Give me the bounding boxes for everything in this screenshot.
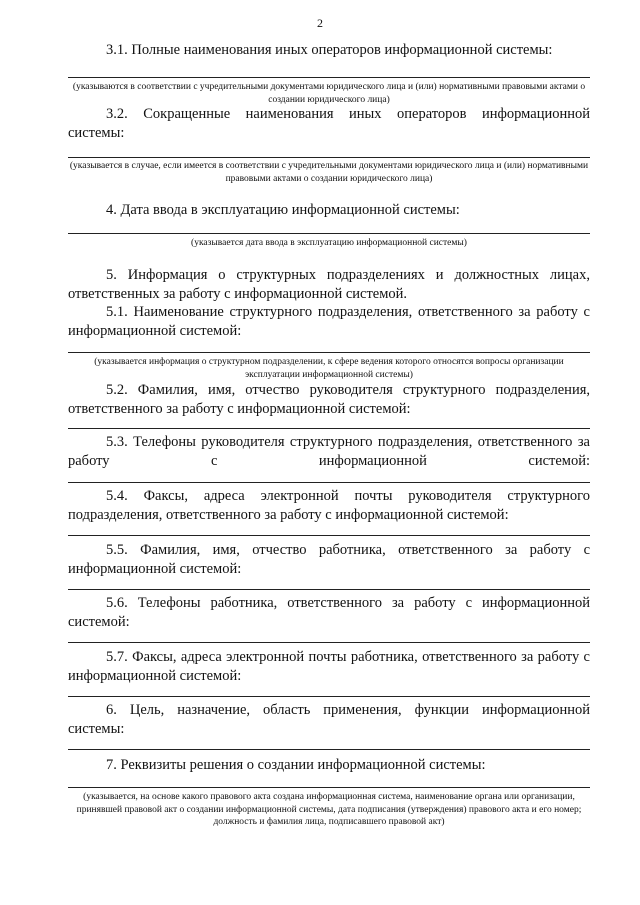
item-7-note: (указывается, на основе какого правового акта создана информационная система, наименование органа или организации, принявшей правовой акт о создании информационной системы, дата подписания (утверждения) правового акта и его номер; должность и фамилия лица, подписавшего правовой акт) — [76, 792, 582, 827]
item-7-text: 7. Реквизиты решения о создании информационной системы: — [106, 757, 486, 773]
item-5-2-fill-line — [68, 428, 590, 429]
item-6-text: 6. Цель, назначение, область применения, функции информационной системы: — [68, 702, 590, 737]
item-5-5-fill-line — [68, 589, 590, 590]
item-5-2-text: 5.2. Фамилия, имя, отчество руководителя структурного подразделения, ответственного за работу с информационной системой: — [68, 382, 590, 417]
item-5-1-fill-line — [68, 352, 590, 353]
item-4-text: 4. Дата ввода в эксплуатацию информационной системы: — [106, 202, 460, 218]
item-5-7-text: 5.7. Факсы, адреса электронной почты работника, ответственного за работу с информационной системой: — [68, 649, 590, 684]
item-3-2-fill-line — [68, 157, 590, 158]
item-5-1-note: (указывается информация о структурном подразделении, к сфере ведения которого относятся вопросы организации эксплуатации информационной системы) — [94, 357, 564, 380]
item-5-3-fill-line — [68, 482, 590, 483]
item-7-fill-line — [68, 787, 590, 788]
item-4-fill-line — [68, 233, 590, 234]
item-5-7-fill-line — [68, 696, 590, 697]
item-5-4-fill-line — [68, 535, 590, 536]
item-5-1-text: 5.1. Наименование структурного подразделения, ответственного за работу с информационной системой: — [68, 304, 590, 339]
item-4-note: (указывается дата ввода в эксплуатацию информационной системы) — [191, 238, 467, 248]
item-5-text: 5. Информация о структурных подразделениях и должностных лицах, ответственных за работу с информационной системой. — [68, 267, 590, 302]
page-number: 2 — [317, 16, 323, 30]
item-5-6-text: 5.6. Телефоны работника, ответственного за работу с информационной системой: — [68, 595, 590, 630]
item-5-4-text: 5.4. Факсы, адреса электронной почты руководителя структурного подразделения, ответственного за работу с информационной системой: — [68, 488, 590, 523]
item-3-1-note: (указываются в соответствии с учредительными документами юридического лица и (или) нормативными правовыми актами о создании юридического лица) — [72, 82, 586, 105]
item-5-5-text: 5.5. Фамилия, имя, отчество работника, ответственного за работу с информационной системой: — [68, 542, 590, 577]
item-3-2-text: 3.2. Сокращенные наименования иных операторов информационной системы: — [68, 106, 590, 141]
item-5-3-text: 5.3. Телефоны руководителя структурного подразделения, ответственного за работу с информационной системой: — [68, 434, 590, 469]
item-3-1-text: 3.1. Полные наименования иных операторов информационной системы: — [106, 42, 553, 58]
item-6-fill-line — [68, 749, 590, 750]
item-3-2-note: (указывается в случае, если имеется в соответствии с учредительными документами юридического лица и (или) нормативными правовыми актами о создании юридического лица) — [69, 161, 589, 184]
item-5-6-fill-line — [68, 642, 590, 643]
item-3-1-fill-line — [68, 77, 590, 78]
